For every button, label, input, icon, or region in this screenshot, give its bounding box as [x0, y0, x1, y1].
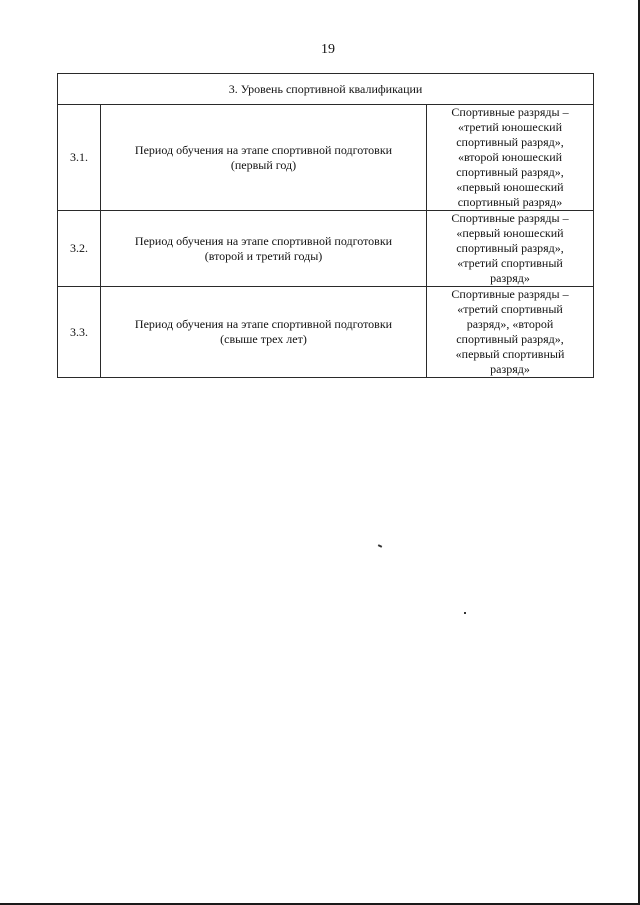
period-line: Период обучения на этапе спортивной подготовки [134, 317, 393, 331]
rank-line: «второй юношеский [457, 150, 563, 164]
rank-cell [427, 211, 594, 287]
rank-line: разряд» [490, 271, 530, 285]
period-cell [101, 105, 427, 211]
row-number: 3.3. [58, 287, 101, 378]
rank-line: Спортивные разряды – [451, 287, 569, 301]
row-number: 3.2. [58, 211, 101, 287]
table-row [58, 105, 594, 211]
scan-speck [464, 612, 466, 614]
table-row [58, 211, 594, 287]
period-cell [101, 211, 427, 287]
rank-line: спортивный разряд», [456, 135, 564, 149]
period-detail: (первый год) [230, 157, 297, 172]
period-line: Период обучения на этапе спортивной подготовки [134, 142, 393, 157]
rank-line: «первый спортивный [455, 347, 565, 361]
rank-line: Спортивные разряды – [451, 211, 569, 225]
rank-line: спортивный разряд», [456, 165, 564, 179]
rank-line: спортивный разряд», [456, 332, 564, 346]
qualification-table [57, 73, 594, 378]
rank-line: спортивный разряд», [456, 241, 564, 255]
rank-line: спортивный разряд» [457, 195, 563, 209]
rank-line: разряд» [490, 362, 530, 376]
period-detail: (второй и третий годы) [204, 248, 323, 263]
rank-line: Спортивные разряды – [451, 105, 569, 119]
period-detail: (свыше трех лет) [220, 332, 307, 346]
rank-line: «третий спортивный [457, 302, 563, 316]
rank-cell [427, 105, 594, 211]
section-title: 3. Уровень спортивной квалификации [58, 74, 594, 105]
row-number: 3.1. [58, 105, 101, 211]
table-header-row [58, 74, 594, 105]
period-line: Период обучения на этапе спортивной подготовки [134, 233, 393, 248]
rank-line: «третий спортивный [457, 256, 563, 270]
period-cell [101, 287, 427, 378]
rank-line: разряд», «второй [466, 317, 554, 331]
rank-line: «первый юношеский [456, 226, 564, 240]
rank-line: «третий юношеский [457, 120, 563, 134]
table-row [58, 287, 594, 378]
page-number: 19 [321, 42, 335, 57]
rank-line: «первый юношеский [456, 180, 564, 194]
rank-cell [427, 287, 594, 378]
